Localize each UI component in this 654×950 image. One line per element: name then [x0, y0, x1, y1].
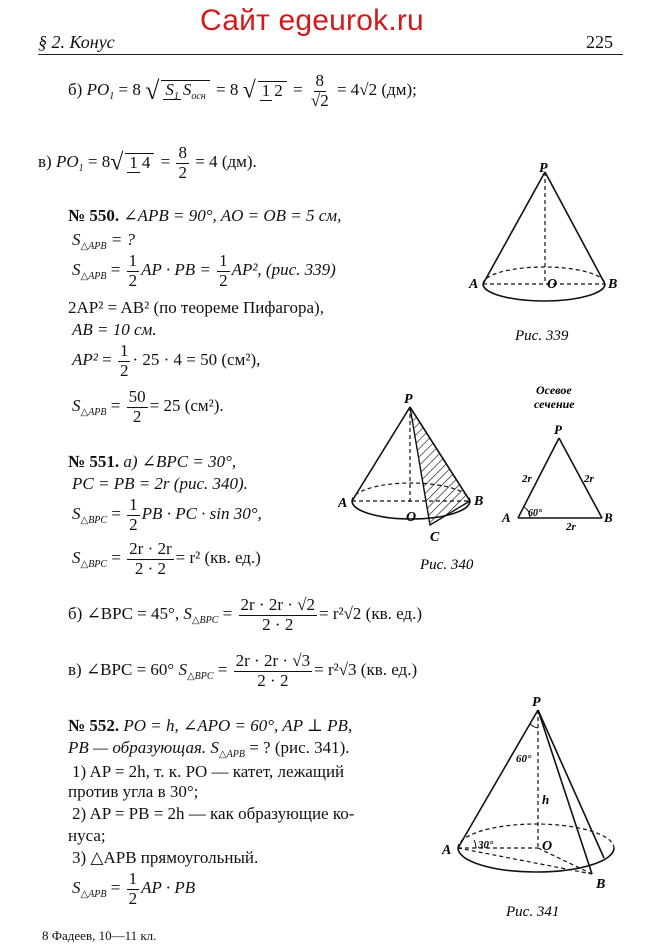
p551-header: № 551. а) ∠BPC = 30°, — [68, 452, 237, 471]
axial-section — [496, 380, 626, 530]
p551-b: б) ∠BPC = 45°, $S_{\triangle BPC}$ = $\frac{2r \cdot 2r \cdot √2}{2 \cdot 2}$ = r²√2 (кв. ед.) — [68, 595, 422, 634]
section-title: § 2. Конус — [38, 32, 115, 52]
site-banner: Сайт egeurok.ru — [200, 4, 424, 37]
label-o: O — [406, 510, 417, 525]
angle-30: 30° — [478, 839, 494, 851]
figure-339 — [465, 160, 625, 350]
label-a: A — [469, 277, 479, 292]
p552-step2: 2) AP = PB = 2h — как образующие ко- — [72, 804, 355, 823]
p552-step1: 1) AP = 2h, т. к. PO — катет, лежащий — [72, 762, 345, 781]
tri-side-right: 2r — [584, 473, 594, 485]
tri-label-a: A — [502, 510, 511, 525]
label-b: B — [608, 277, 618, 292]
p550-header: № 550. ∠APB = 90°, AO = OB = 5 см, — [68, 206, 342, 225]
label-a: A — [338, 496, 348, 511]
p552-given2: PB — образующая. $S_{\triangle APB}$ = ? (рис. 341). — [68, 738, 350, 760]
p552-step2b: нуса; — [68, 826, 106, 845]
page-number: 225 — [586, 32, 613, 52]
label-c: C — [430, 530, 440, 545]
label-b: B — [596, 877, 606, 892]
p550-area: $S_{\triangle APB}$ = $\frac{1}{2}$ AP · PB = $\frac{1}{2}$ AP², (рис. 339) — [72, 251, 336, 290]
label-p: P — [404, 392, 413, 407]
p552-step1b: против угла в 30°; — [68, 782, 199, 801]
fig340-caption: Рис. 340 — [420, 557, 474, 573]
p551-c: в) ∠BPC = 60° $S_{\triangle BPC}$ = $\frac{2r \cdot 2r \cdot √3}{2 \cdot 2}$ = r²√3 (кв. ед.) — [68, 651, 418, 690]
section-title-2: сечение — [534, 397, 575, 411]
p552-step3: 3) △APB прямоугольный. — [72, 848, 259, 867]
label-a: A — [442, 843, 452, 858]
tri-label-b: B — [604, 510, 613, 525]
p552-step4: $S_{\triangle APB}$ = $\frac{1}{2}$ AP · PB — [72, 869, 196, 908]
label-o: O — [542, 839, 553, 854]
p551-area-a: $S_{\triangle BPC}$ = $\frac{1}{2}$ PB · PC · sin 30°, — [72, 495, 262, 534]
tri-side-left: 2r — [522, 473, 532, 485]
p550-final: $S_{\triangle APB}$ = $\frac{50}{2}$ = 25 (см²). — [72, 387, 224, 426]
footer-note: 8 Фадеев, 10—11 кл. — [42, 928, 157, 943]
p550-find: $S_{\triangle APB}$ = ? — [72, 230, 135, 252]
label-p: P — [532, 695, 541, 710]
figure-341 — [432, 688, 622, 923]
formula-v: в) $PO_1 = 8√$ 1 4 = $\frac{8}{2}$ = 4 (дм). — [38, 143, 257, 182]
label-o: O — [547, 277, 558, 292]
tri-angle: 60° — [528, 508, 542, 519]
section-title-1: Осевое — [536, 383, 572, 397]
figure-340 — [338, 385, 498, 575]
fig341-caption: Рис. 341 — [506, 904, 560, 920]
p552-header: № 552. PO = h, ∠APO = 60°, AP ⊥ PB, — [68, 716, 353, 735]
formula-b: б) $PO_1 = 8$ √ $S_1$ $S_{осн} = 8$ √ 1 2 = $\frac{8}{√2}$ = 4√2 (дм); — [68, 71, 417, 110]
fig339-caption: Рис. 339 — [515, 328, 569, 344]
header-rule — [38, 54, 623, 55]
p551-pc: PC = PB = 2r (рис. 340). — [72, 474, 248, 493]
label-h: h — [542, 792, 550, 807]
angle-60: 60° — [516, 753, 532, 765]
label-p: P — [539, 161, 548, 176]
p551-area-a2: $S_{\triangle BPC}$ = $\frac{2r \cdot 2r}{2 \cdot 2}$ = r² (кв. ед.) — [72, 539, 261, 578]
tri-side-bottom: 2r — [566, 521, 576, 530]
label-b: B — [474, 494, 484, 509]
p550-ab: AB = 10 см. — [72, 320, 157, 339]
p550-pythag: 2AP² = AB² (по теореме Пифагора), — [68, 298, 324, 317]
p550-ap2: AP² = $\frac{1}{2}$ · 25 · 4 = 50 (см²), — [72, 341, 261, 380]
tri-label-p: P — [554, 422, 562, 437]
